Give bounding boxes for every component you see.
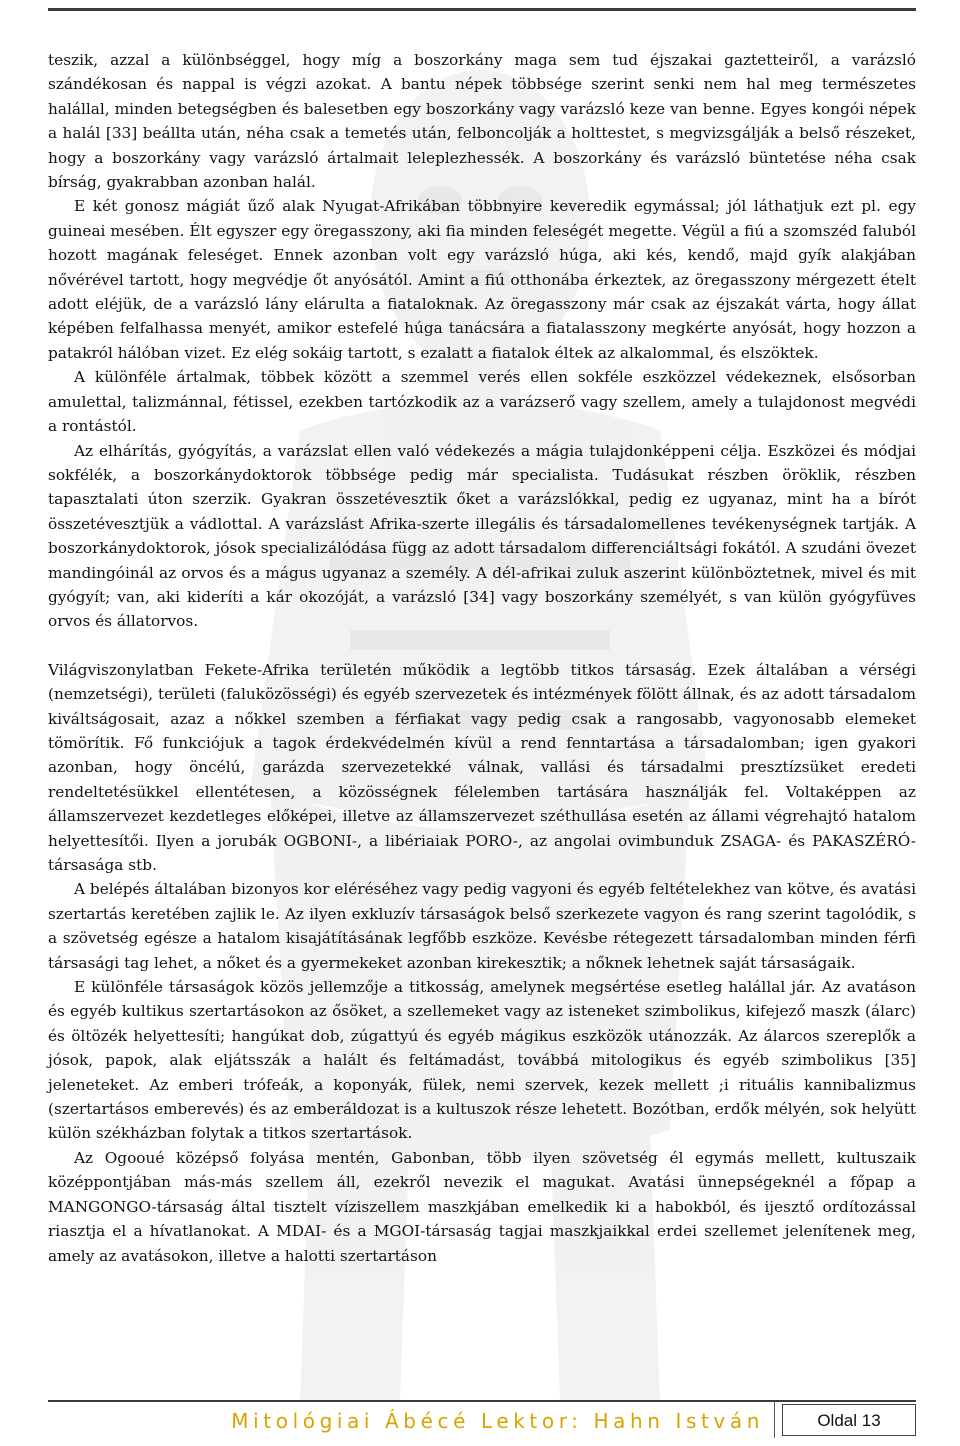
footer-rule (48, 1400, 916, 1402)
paragraph: A különféle ártalmak, többek között a szemmel verés ellen sokféle eszközzel védekeznek, elsősorban amulettal, talizmánnal, fétissel, ezekben tartózkodik az a varázserő vagy szellem, amely a tulajdonost megvédi a rontástól. (48, 368, 916, 436)
paragraph: A belépés általában bizonyos kor eléréséhez vagy pedig vagyoni és egyéb feltételekhez van kötve, és avatási szertartás keretében zajlik le. Az ilyen exkluzív társaságok belső szerkezete vagyon és rang szerint tagolódik, s a szövetség egésze a hatalom kisajátításának legfőbb eszköze. Kevésbe rétegezett társadalomban minden férfi társasági tag lehet, a nőket és a gyermekeket azonban kirekesztik; a nőknek lehetnek saját társaságaik. (48, 880, 916, 972)
footer-divider (774, 1402, 775, 1438)
document-body (48, 48, 916, 1268)
paragraph: teszik, azzal a különbséggel, hogy míg a boszorkány maga sem tud éjszakai gaztetteiről, a varázsló szándékosan és nappal is végzi azokat. A bantu népek többsége szerint senki nem hal meg természetes halállal, minden betegségben és balesetben egy boszorkány vagy varázsló keze van benne. Egyes kongói népek a halál [33] beállta után, néha csak a temetés után, felboncolják a holttestet, s megvizsgálják a belső részeket, hogy a boszorkány vagy varázsló ártalmait leleplezhessék. A boszorkány és varázsló büntetése néha csak bírság, gyakrabban azonban halál. (48, 51, 916, 192)
page-number: Oldal 13 (782, 1404, 916, 1436)
page-footer (48, 1400, 916, 1438)
paragraph: Világviszonylatban Fekete-Afrika területén működik a legtöbb titkos társaság. Ezek általában a vérségi (nemzetségi), területi (faluközösségi) és egyéb szervezetek és intézmények fölött állnak, és az adott társadalom kiváltságosait, azaz a nőkkel szemben a férfiakat vagy pedig csak a rangosabb, vagyonosabb elemeket tömörítik. Fő funkciójuk a tagok érdekvédelmén kívül a rend fenntartása a társadalomban; igen gyakori azonban, hogy öncélú, garázda szervezetekké válnak, vallási és társadalmi presztízsüket eredeti rendeltetésükkel ellentétesen, a közösségnek félelemben tartására használják fel. Voltaképpen az államszervezet kezdetleges előképei, illetve az államszervezet széthullása esetén az állami végrehajtó hatalom helyettesítői. Ilyen a jorubák OGBONI-, a libériaiak PORO-, az angolai ovimbunduk ZSAGA- és PAKASZÉRÓ-társasága stb. (48, 660, 916, 874)
header-rule (48, 8, 916, 11)
paragraph: Az Ogooué középső folyása mentén, Gabonban, több ilyen szövetség él egymás mellett, kultuszaik középpontjában más-más szellem áll, ezekről nevezik el magukat. Avatási ünnepségeknél a főpap a MANGONGO-társaság által tisztelt víziszellem maszkjában emelkedik ki a habokból, és ijesztő ordítozással riasztja el a hívatlanokat. A MDAI- és a MGOI-társaság tagjai maszkjaikkal erdei szellemet jelenítenek meg, amely az avatásokon, illetve a halotti szertartáson (48, 1148, 916, 1265)
paragraph: Az elhárítás, gyógyítás, a varázslat ellen való védekezés a mágia tulajdonképpeni célja. Eszközei és módjai sokfélék, a boszorkánydoktorok többsége pedig már specialista. Tudásukat részben öröklik, részben tapasztalati úton szerzik. Gyakran összetévesztik őket a varázslókkal, pedig ez ugyanaz, mint ha a bírót összetévesztjük a vádlottal. A varázslást Afrika-szerte illegális és társadalomellenes tevékenységnek tartják. A boszorkánydoktorok, jósok specializálódása függ az adott társadalom differenciáltsági fokától. A szudáni övezet mandingóinál az orvos és a mágus ugyanaz a személy. A dél-afrikai zuluk aszerint különböztetnek, mivel és mit gyógyít; van, aki kideríti a kár okozóját, a varázsló [34] vagy boszorkány személyét, s van külön gyógyfüves orvos és állatorvos. (48, 441, 916, 631)
paragraph: E különféle társaságok közös jellemzője a titkosság, amelynek megsértése esetleg halállal jár. Az avatáson és egyéb kultikus szertartásokon az ősöket, a szellemeket vagy az isteneket szimbolikus, kifejező maszk (álarc) és öltözék helyettesíti; hangúkat dob, zúgattyú és egyéb mágikus eszközök utánozzák. Az álarcos szereplők a jósok, papok, alak eljátsszák a halált és feltámadást, továbbá mitologikus és egyéb szimbolikus [35] jeleneteket. Az emberi trófeák, a koponyák, fülek, nemi szervek, kezek mellett ;i rituális kannibalizmus (szertartásos emberevés) és az emberáldozat is a kultuszok része lehetett. Bozótban, erdők mélyén, sok helyütt külön székházban folytak a titkos szertartások. (48, 978, 916, 1143)
paragraph: E két gonosz mágiát űző alak Nyugat-Afrikában többnyire keveredik egymással; jól láthatjuk ezt pl. egy guineai mesében. Élt egyszer egy öregasszony, aki fia minden feleségét megette. Végül a fiú a szomszéd faluból hozott magának feleséget. Ennek azonban volt egy varázsló húga, aki kés, kendő, majd gyík alakjában nővérével tartott, hogy megvédje őt anyósától. Amint a fiú otthonába érkeztek, az öregasszony mérgezett ételt adott eléjük, de a varázsló lány elárulta a fiataloknak. Az öregasszony már csak az éjszakát várta, hogy állat képében felfalhassa menyét, amikor estefelé húga tanácsára a fiatalasszony megkérte anyósát, hogy hozzon a patakról hálóban vizet. Ez elég sokáig tartott, s ezalatt a fiatalok éltek az alkalommal, és elszöktek. (48, 197, 916, 362)
footer-title: Mitológiai Ábécé Lektor: Hahn István (231, 1409, 764, 1433)
